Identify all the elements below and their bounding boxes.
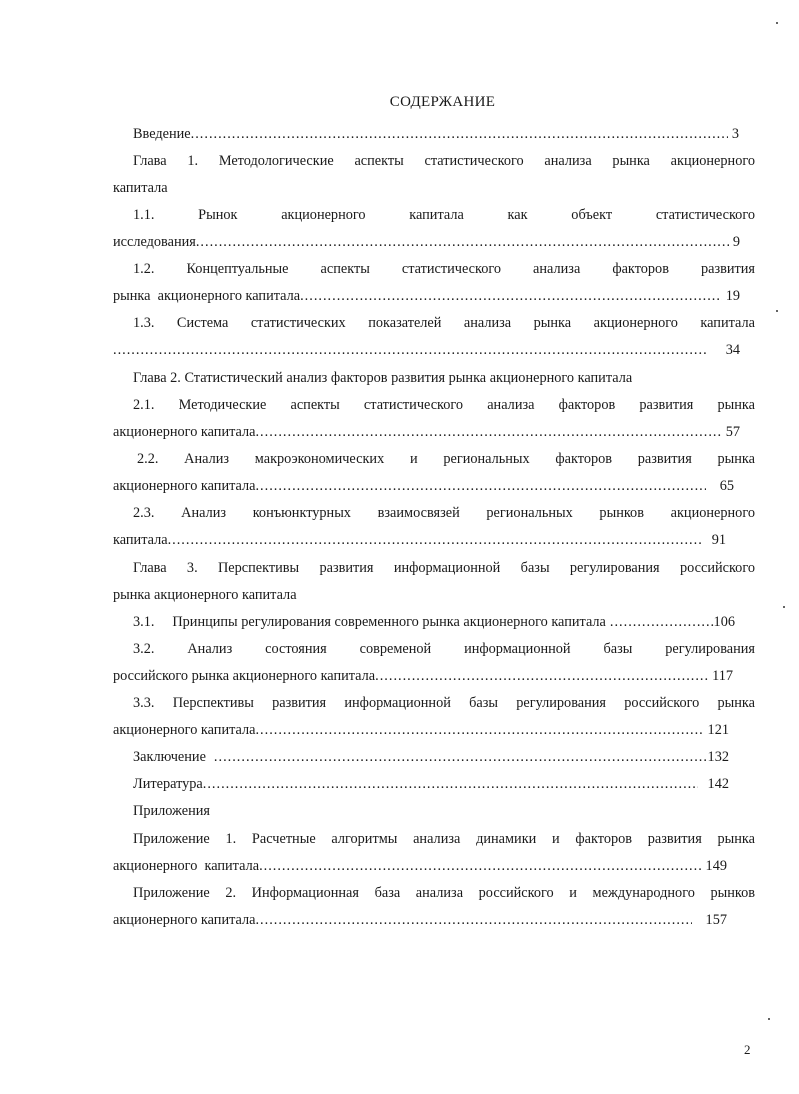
toc-section-3-1: 3.1. Принципы регулирования современного рынка акционерного капитала ..... 106 — [133, 612, 735, 632]
toc-appendix-1-line2: акционерного капитала ..... 149 — [113, 856, 727, 876]
toc-section-1-1-line2: исследования ..... 9 — [113, 232, 740, 252]
toc-section-2-3-line2: капитала ..... 91 — [113, 530, 726, 550]
toc-section-2-1-line1: 2.1. Методические аспекты статистического анализа факторов развития рынка — [133, 397, 755, 413]
toc-section-3-3-line1: 3.3. Перспективы развития информационной базы регулирования российского рынка — [133, 695, 755, 711]
toc-entry-conclusion: Заключение ..... 132 — [133, 747, 729, 767]
toc-section-1-1-line1: 1.1. Рынок акционерного капитала как объект статистического — [133, 207, 755, 223]
scan-speck — [768, 1018, 770, 1020]
toc-entry-text: Введение — [133, 126, 191, 142]
toc-chapter-3-line1: Глава 3. Перспективы развития информационной базы регулирования российского — [133, 560, 755, 576]
toc-section-3-3-line2: акционерного капитала ..... 121 — [113, 720, 729, 740]
toc-entry-page: 3 — [731, 126, 739, 142]
toc-section-2-2-line2: акционерного капитала ..... 65 — [113, 476, 734, 496]
toc-section-3-2-line1: 3.2. Анализ состояния современой информационной базы регулирования — [133, 641, 755, 657]
toc-section-1-3-line2: ..... 34 — [113, 340, 740, 360]
toc-section-1-2-line2: рынка акционерного капитала ..... 19 — [113, 286, 740, 306]
toc-entry-appendices: Приложения — [133, 803, 210, 819]
page-number: 2 — [744, 1042, 751, 1057]
scan-speck — [776, 22, 778, 24]
toc-chapter-1-line1: Глава 1. Методологические аспекты статистического анализа рынка акционерного — [133, 153, 755, 169]
toc-section-2-3-line1: 2.3. Анализ конъюнктурных взаимосвязей региональных рынков акционерного — [133, 505, 755, 521]
toc-section-3-2-line2: российского рынка акционерного капитала ..... 117 — [113, 666, 733, 686]
toc-appendix-2-line1: Приложение 2. Информационная база анализа российского и международного рынков — [133, 885, 755, 901]
toc-chapter-1-line2: капитала — [113, 180, 168, 196]
toc-entry-literature: Литература ..... 142 — [133, 774, 729, 794]
toc-section-1-2-line1: 1.2. Концептуальные аспекты статистического анализа факторов развития — [133, 261, 755, 277]
toc-entry-intro — [133, 124, 739, 144]
scan-speck — [783, 606, 785, 608]
toc-title: СОДЕРЖАНИЕ — [389, 94, 496, 110]
toc-section-2-1-line2: акционерного капитала ..... 57 — [113, 422, 740, 442]
toc-appendix-2-line2: акционерного капитала ..... 157 — [113, 910, 727, 930]
toc-section-2-2-line1: 2.2. Анализ макроэкономических и региональных факторов развития рынка — [137, 451, 755, 467]
toc-chapter-3-line2: рынка акционерного капитала — [113, 587, 297, 603]
toc-section-1-3-line1: 1.3. Система статистических показателей анализа рынка акционерного капитала — [133, 315, 755, 331]
scan-speck — [776, 310, 778, 312]
toc-chapter-2: Глава 2. Статистический анализ факторов развития рынка акционерного капитала — [133, 370, 633, 386]
toc-appendix-1-line1: Приложение 1. Расчетные алгоритмы анализа динамики и факторов развития рынка — [133, 831, 755, 847]
